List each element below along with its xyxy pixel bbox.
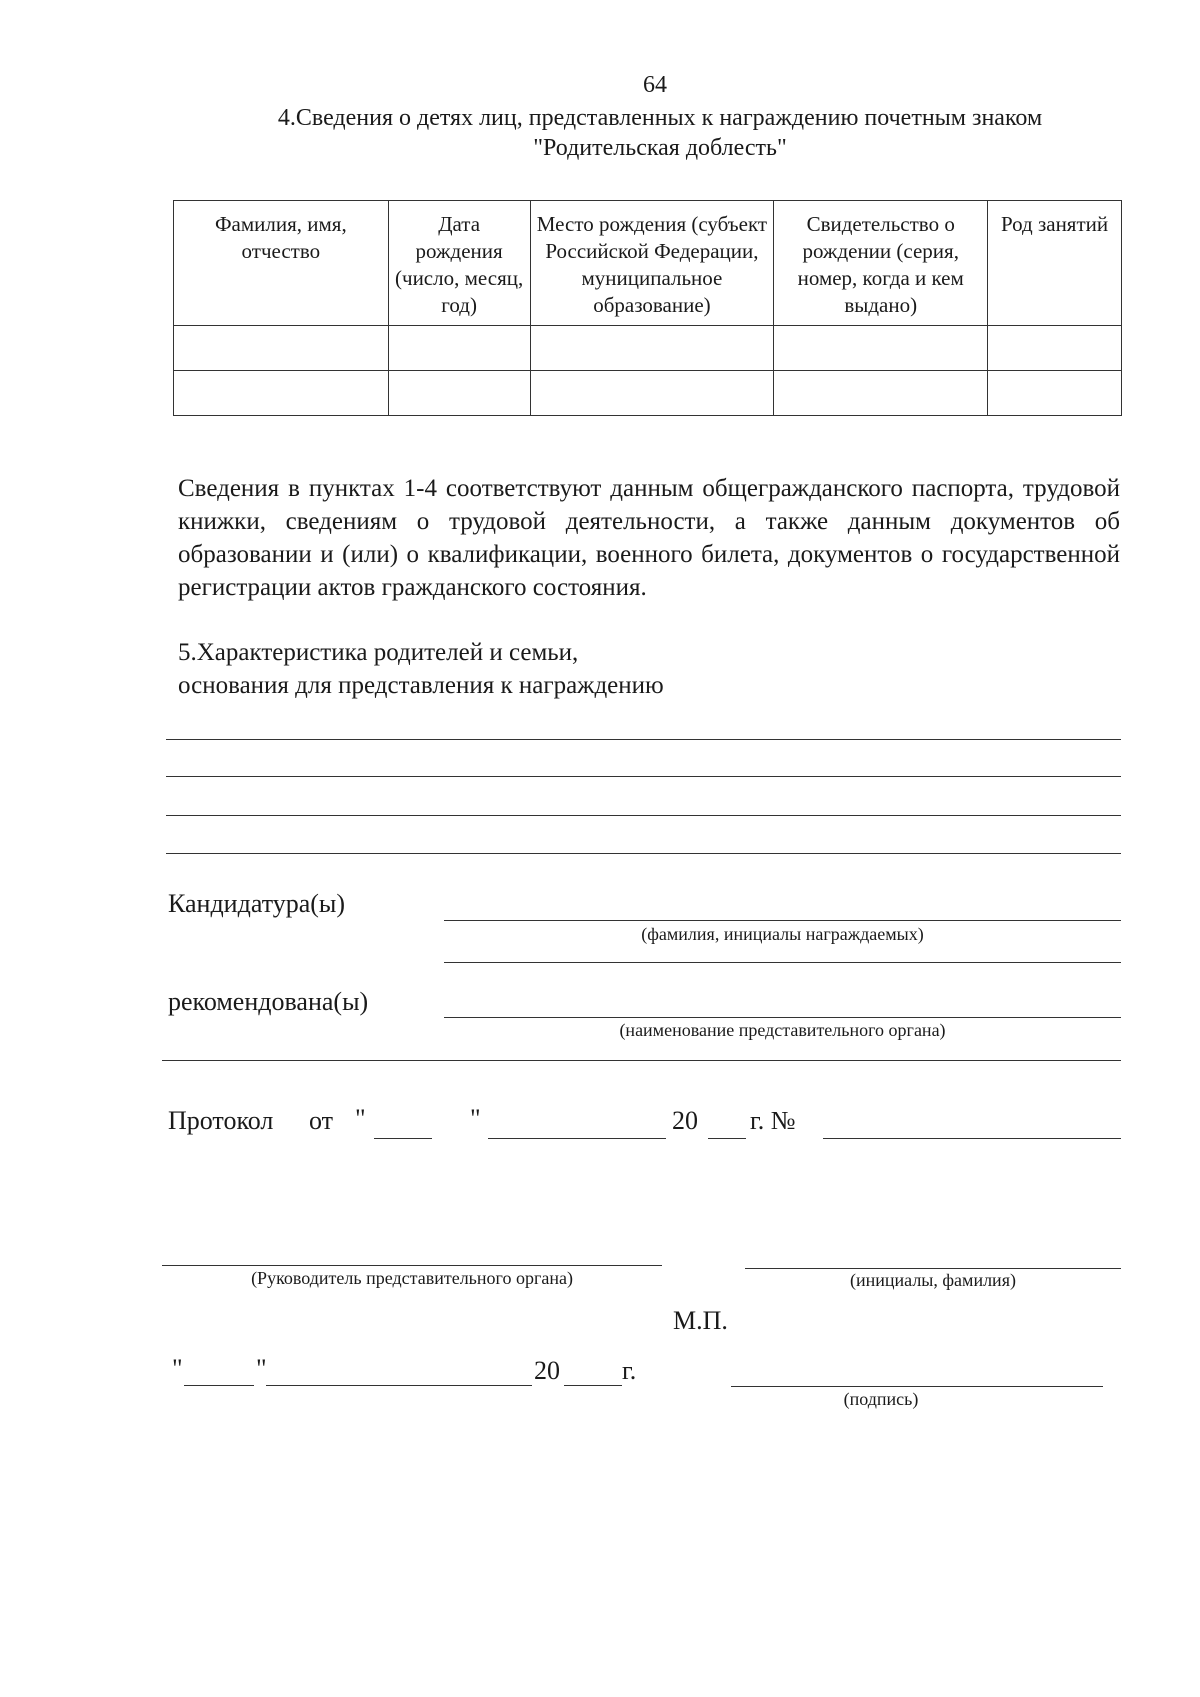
candidature-line-1[interactable] (444, 920, 1121, 921)
characteristic-line-2[interactable] (166, 776, 1121, 777)
characteristic-line-4[interactable] (166, 853, 1121, 854)
section5-title-line1: 5.Характеристика родителей и семьи, (178, 639, 579, 666)
protocol-year-prefix: 20 (672, 1106, 698, 1135)
recommended-caption: (наименование представительного органа) (619, 1020, 946, 1040)
table-row (174, 326, 1122, 371)
table-cell[interactable] (988, 371, 1122, 416)
table-cell[interactable] (988, 326, 1122, 371)
stamp-place: М.П. (673, 1306, 728, 1335)
recommended-line-2[interactable] (162, 1060, 1121, 1061)
column-header-birth-certificate: Свидетельство о рождении (серия, номер, когда и кем выдано) (774, 201, 988, 326)
table-cell[interactable] (530, 371, 774, 416)
recommended-label: рекомендована(ы) (168, 987, 369, 1016)
characteristic-line-3[interactable] (166, 815, 1121, 816)
protocol-number-field[interactable] (823, 1138, 1121, 1139)
section4-title-line1: 4.Сведения о детях лиц, представленных к награждению почетным знаком (277, 105, 1043, 131)
table-cell[interactable] (774, 326, 988, 371)
sources-note: Сведения в пунктах 1-4 соответствуют данным общегражданского паспорта, трудовой книжки, сведениям о трудовой деятельности, а также данным документов об образовании и (или) о квалификации, военного билета, документов о государственной регистрации актов гражданского состояния. (178, 475, 1120, 601)
date-year-field[interactable] (564, 1385, 622, 1386)
protocol-year-field[interactable] (708, 1138, 746, 1139)
signature-caption: (подпись) (843, 1389, 919, 1409)
protocol-label: Протокол (168, 1106, 274, 1135)
table-header-row (174, 201, 1122, 326)
date-quote-close: " (256, 1354, 267, 1383)
protocol-quote-open: " (355, 1104, 366, 1133)
table-cell[interactable] (388, 326, 530, 371)
date-year-suffix: г. (622, 1356, 637, 1385)
section5-title (178, 636, 664, 702)
column-header-occupation: Род занятий (988, 201, 1122, 326)
table-cell[interactable] (174, 371, 389, 416)
head-signature-line[interactable] (162, 1265, 662, 1266)
protocol-year-suffix: г. № (750, 1106, 796, 1135)
section4-title-line2: "Родительская доблесть" (533, 135, 787, 161)
section4-title (150, 103, 1170, 163)
date-year-prefix: 20 (534, 1356, 560, 1385)
recommended-line-1[interactable] (444, 1017, 1121, 1018)
name-caption: (инициалы, фамилия) (850, 1270, 1016, 1290)
table-cell[interactable] (774, 371, 988, 416)
date-month-field[interactable] (266, 1385, 532, 1386)
protocol-from: от (309, 1106, 334, 1135)
date-quote-open: " (172, 1354, 183, 1383)
table-row (174, 371, 1122, 416)
section5-title-line2: основания для представления к награждению (178, 672, 664, 699)
protocol-quote-close: " (470, 1104, 481, 1133)
candidature-label: Кандидатура(ы) (168, 889, 346, 918)
table-cell[interactable] (388, 371, 530, 416)
candidature-caption: (фамилия, инициалы награждаемых) (641, 924, 924, 944)
children-table (173, 200, 1122, 416)
characteristic-line-1[interactable] (166, 739, 1121, 740)
protocol-month-field[interactable] (488, 1138, 666, 1139)
protocol-day-field[interactable] (374, 1138, 432, 1139)
column-header-name: Фамилия, имя, отчество (174, 201, 389, 326)
table-cell[interactable] (530, 326, 774, 371)
candidature-line-2[interactable] (444, 962, 1121, 963)
head-caption: (Руководитель представительного органа) (251, 1268, 573, 1288)
page-number: 64 (643, 72, 667, 98)
date-day-field[interactable] (184, 1385, 254, 1386)
table-cell[interactable] (174, 326, 389, 371)
name-line[interactable] (745, 1268, 1121, 1269)
column-header-birth-date: Дата рождения (число, месяц, год) (388, 201, 530, 326)
signature-line[interactable] (731, 1386, 1103, 1387)
column-header-birth-place: Место рождения (субъект Российской Федерации, муниципальное образование) (530, 201, 774, 326)
